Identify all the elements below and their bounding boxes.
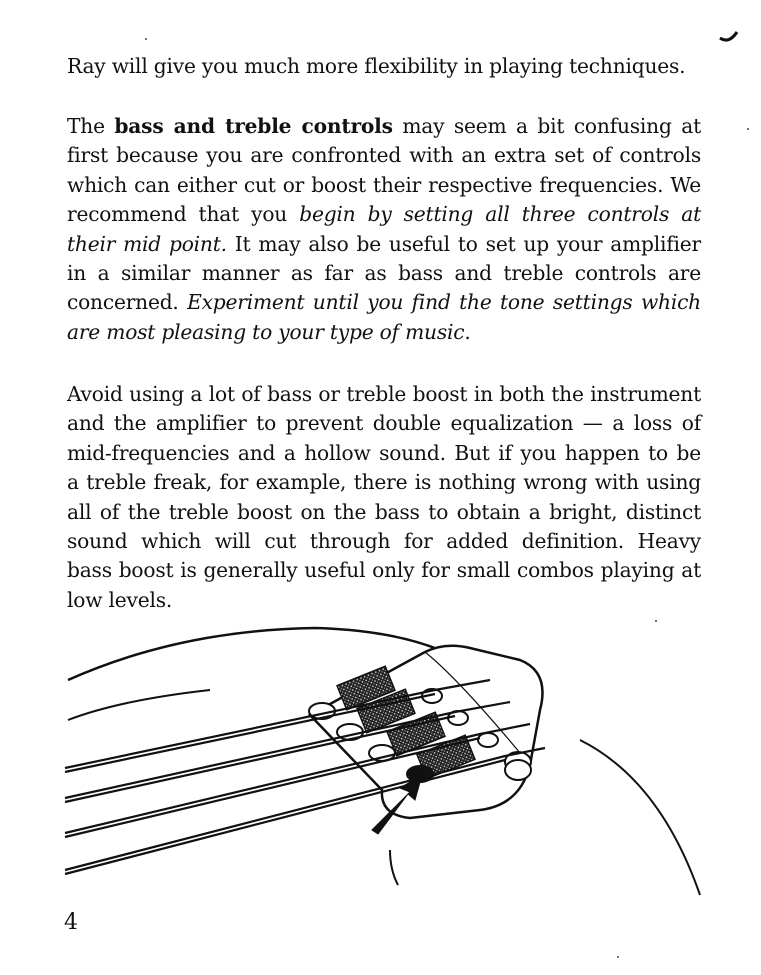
text-run: The (67, 114, 115, 138)
text-line: which can either cut or boost their respective frequencies. We (67, 172, 701, 197)
bass-bridge-illustration-icon (60, 620, 710, 900)
scan-speck (617, 956, 619, 958)
paragraph-intro (67, 52, 701, 81)
text-run: concerned. (67, 290, 188, 315)
text-line: sound which will cut through for added definition. Heavy (67, 529, 701, 554)
text-run: It may also be useful to set up your amplifier (226, 231, 701, 256)
text-line: first because you are confronted with an extra set of controls (67, 143, 701, 168)
text-run: may seem a bit confusing at (392, 114, 702, 138)
text-line (67, 112, 701, 141)
italic-run: are most pleasing to your type of music. (67, 319, 471, 344)
text-line: in a similar manner as far as bass and treble controls are (67, 261, 701, 286)
text-line (67, 230, 701, 259)
page-number: 4 (64, 910, 78, 935)
scan-speck (747, 128, 749, 130)
text-line: bass boost is generally useful only for small combos playing at (67, 558, 701, 583)
text-line: mid-frequencies and a hollow sound. But if you happen to be (67, 440, 701, 465)
scan-speck (145, 38, 147, 40)
italic-run: begin by setting all three controls at (299, 202, 701, 227)
text-line: a treble freak, for example, there is nothing wrong with using (67, 470, 701, 495)
paragraph-boost-advice (67, 380, 701, 615)
text-line (67, 318, 701, 347)
text-line: and the amplifier to prevent double equalization — a loss of (67, 411, 701, 436)
text-line: Avoid using a lot of bass or treble boost in both the instrument (67, 382, 701, 406)
text-line (67, 288, 701, 317)
paragraph-bass-treble (67, 112, 701, 347)
text-line: all of the treble boost on the bass to obtain a bright, distinct (67, 499, 701, 524)
text-line: low levels. (67, 587, 173, 612)
scan-speck (655, 620, 657, 622)
italic-run: Experiment until you find the tone settings which (187, 290, 701, 315)
text-run: recommend that you (67, 202, 300, 227)
bold-term: bass and treble controls (114, 114, 393, 138)
text-line: Ray will give you much more flexibility in playing techniques. (67, 54, 686, 78)
page-corner-mark (719, 28, 739, 44)
italic-run: their mid point. (67, 231, 227, 256)
text-line (67, 200, 701, 229)
